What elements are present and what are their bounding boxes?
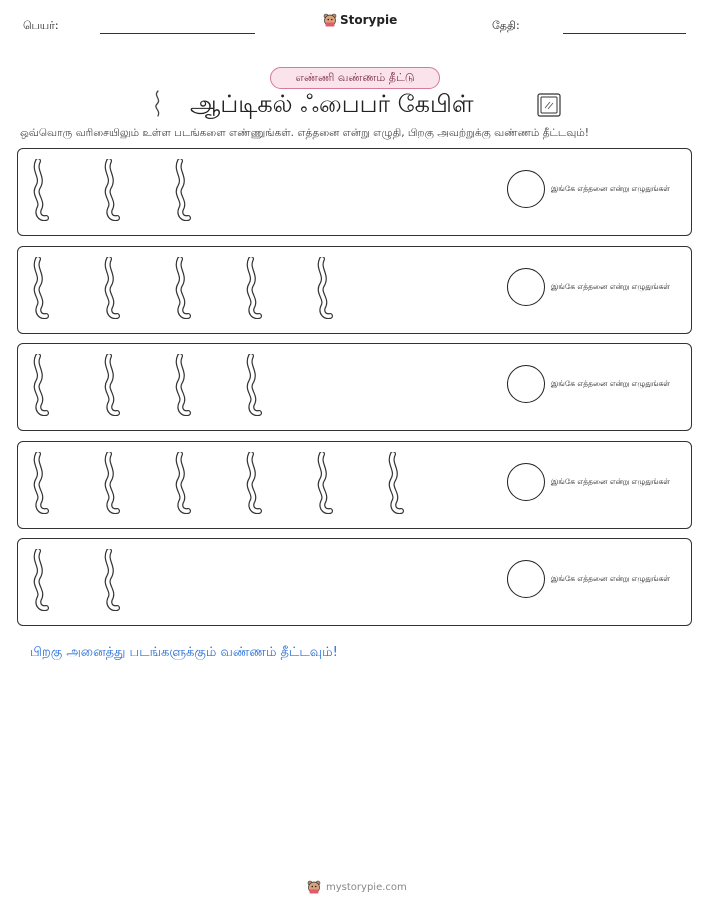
optical-fiber-icon[interactable] — [172, 159, 194, 221]
footer-brand — [307, 880, 407, 894]
name-write-line[interactable] — [100, 33, 255, 34]
optical-fiber-icon[interactable] — [314, 452, 336, 514]
optical-fiber-icon[interactable] — [30, 452, 52, 514]
instructions: ஒவ்வொரு வரிசையிலும் உள்ள படங்களை எண்ணுங்கள். எத்தனை என்று எழுதி, பிறகு அவற்றுக்கு வண்ணம் தீட்டவும்! — [20, 127, 589, 139]
storypie-bear-logo-icon — [307, 880, 321, 894]
optical-fiber-icon[interactable] — [30, 354, 52, 416]
answer-circle[interactable] — [507, 170, 545, 208]
optical-fiber-icon[interactable] — [243, 354, 265, 416]
name-label: பெயர்: — [23, 19, 59, 32]
optical-fiber-icon[interactable] — [101, 452, 123, 514]
optical-fiber-icon[interactable] — [172, 452, 194, 514]
optical-fiber-icon[interactable] — [314, 257, 336, 319]
answer-hint: இங்கே எத்தனை என்று எழுதுங்கள் — [551, 281, 671, 291]
answer-hint: இங்கே எத்தனை என்று எழுதுங்கள் — [551, 476, 671, 486]
answer-circle[interactable] — [507, 463, 545, 501]
counting-row — [17, 343, 692, 431]
storypie-bear-logo-icon — [323, 13, 337, 27]
optical-fiber-icon[interactable] — [101, 354, 123, 416]
counting-row — [17, 441, 692, 529]
activity-badge: எண்ணி வண்ணம் தீட்டு — [270, 67, 440, 89]
fiber-thread-icon — [151, 90, 165, 118]
counting-row — [17, 148, 692, 236]
optical-fiber-icon[interactable] — [243, 257, 265, 319]
optical-fiber-icon[interactable] — [101, 257, 123, 319]
optical-fiber-icon[interactable] — [101, 549, 123, 611]
answer-hint: இங்கே எத்தனை என்று எழுதுங்கள் — [551, 184, 671, 193]
title-row — [0, 90, 709, 122]
answer-circle[interactable] — [507, 268, 545, 306]
worksheet-header — [0, 0, 709, 50]
optical-fiber-icon[interactable] — [30, 549, 52, 611]
optical-fiber-icon[interactable] — [30, 159, 52, 221]
footer-url: mystorypie.com — [326, 881, 407, 893]
optical-fiber-icon[interactable] — [101, 159, 123, 221]
counting-row — [17, 246, 692, 334]
optical-fiber-icon[interactable] — [243, 452, 265, 514]
answer-hint: இங்கே எத்தனை என்று எழுதுங்கள் — [551, 574, 671, 583]
optical-fiber-icon[interactable] — [30, 257, 52, 319]
answer-hint: இங்கே எத்தனை என்று எழுதுங்கள் — [551, 379, 671, 388]
date-write-line[interactable] — [563, 33, 686, 34]
page-title: ஆப்டிகல் ஃபைபர் கேபிள் — [190, 90, 474, 118]
framed-window-icon — [537, 93, 561, 117]
answer-circle[interactable] — [507, 560, 545, 598]
optical-fiber-icon[interactable] — [172, 257, 194, 319]
brand-name: Storypie — [340, 13, 398, 27]
optical-fiber-icon[interactable] — [172, 354, 194, 416]
footer-note: பிறகு அனைத்து படங்களுக்கும் வண்ணம் தீட்டவும்! — [30, 645, 338, 660]
optical-fiber-icon[interactable] — [385, 452, 407, 514]
answer-circle[interactable] — [507, 365, 545, 403]
counting-row — [17, 538, 692, 626]
brand — [323, 13, 397, 27]
date-label: தேதி: — [492, 19, 520, 32]
